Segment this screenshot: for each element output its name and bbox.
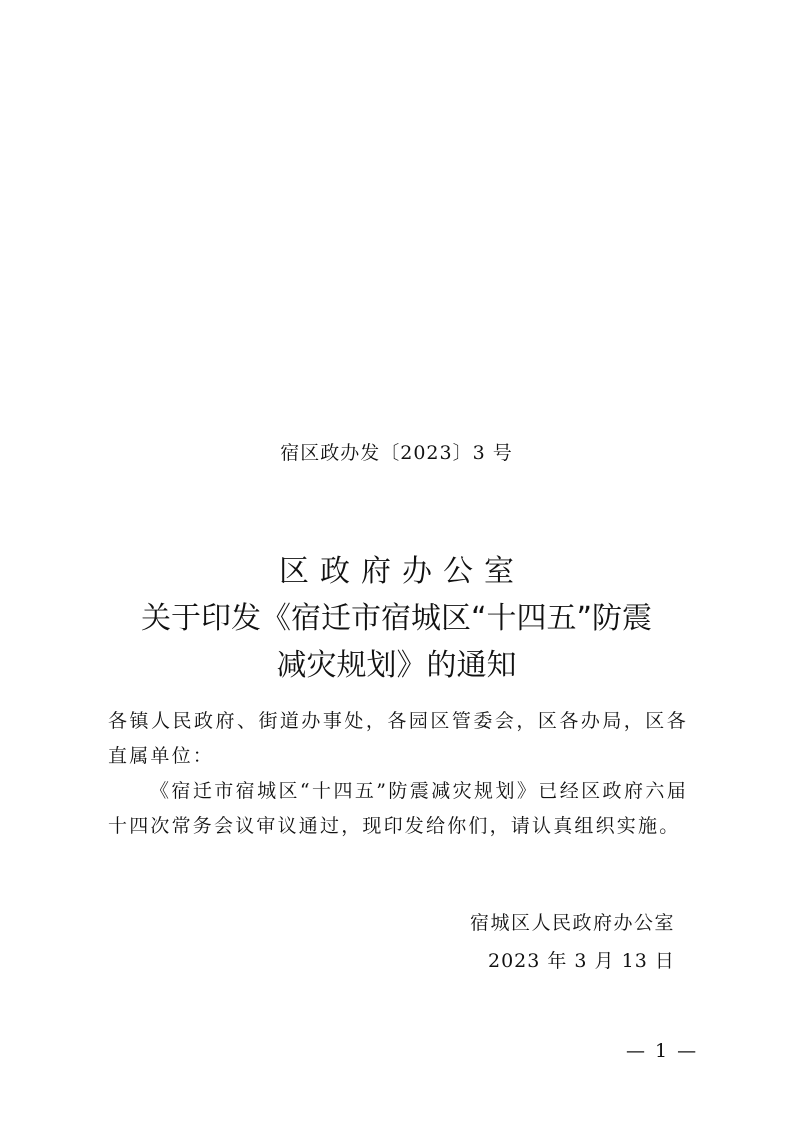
document-title bbox=[0, 548, 793, 689]
document-number: 宿区政办发〔2023〕3 号 bbox=[280, 442, 513, 464]
issue-date: 2023 年 3 月 13 日 bbox=[488, 950, 675, 972]
title-line-2: 关于印发《宿迁市宿城区“十四五”防震 bbox=[140, 601, 653, 636]
recipients-line: 各镇人民政府、街道办事处，各园区管委会，区各办局，区各直属单位： bbox=[108, 710, 688, 767]
body-paragraph: 《宿迁市宿城区“十四五”防震减灾规划》已经区政府六届十四次常务会议审议通过，现印发给你们，请认真组织实施。 bbox=[108, 780, 688, 837]
issuer-signature: 宿城区人民政府办公室 bbox=[470, 912, 676, 934]
page-number: — 1 — bbox=[626, 1040, 699, 1062]
title-line-1: 区政府办公室 bbox=[279, 554, 525, 589]
title-line-3: 减灾规划》的通知 bbox=[276, 648, 517, 683]
